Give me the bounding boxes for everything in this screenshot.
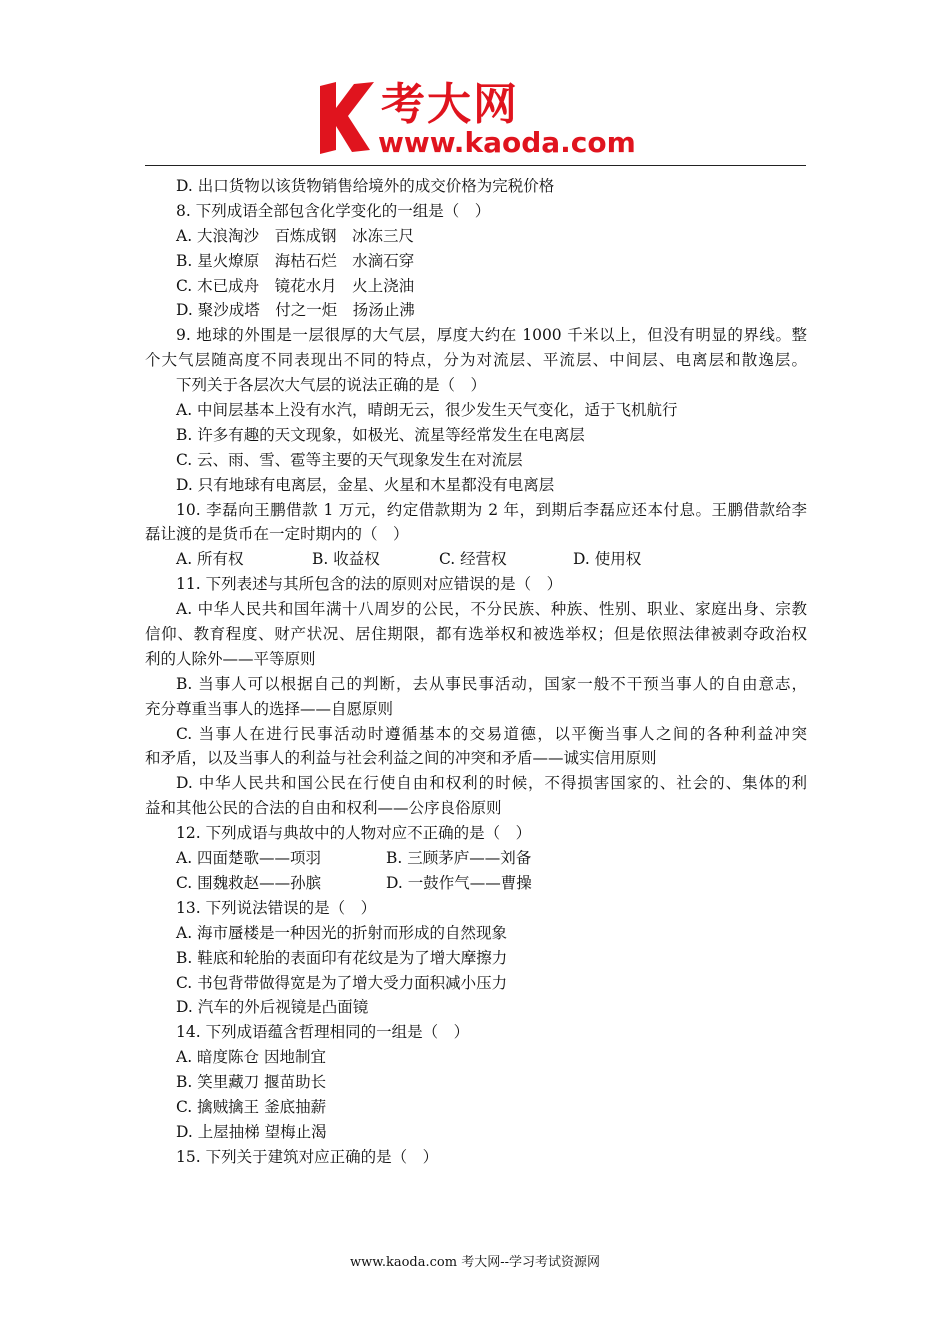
question-9: 9. 地球的外围是一层很厚的大气层，厚度大约在 1000 千米以上，但没有明显的界线。整 — [176, 326, 807, 345]
question-10-cont: 磊让渡的是货币在一定时期内的（ ） — [145, 525, 409, 544]
option-line: C. 书包背带做得宽是为了增大受力面积减小压力 — [176, 973, 508, 992]
option-line-cont: 益和其他公民的合法的自由和权利——公序良俗原则 — [145, 799, 502, 818]
logo-url-text: www.kaoda.com — [378, 126, 636, 159]
option-b: B. 三顾茅庐——刘备 — [386, 849, 532, 868]
question-11: 11. 下列表述与其所包含的法的原则对应错误的是（ ） — [176, 575, 563, 594]
option-line: B. 许多有趣的天文现象，如极光、流星等经常发生在电离层 — [176, 425, 585, 444]
option-line: D. 汽车的外后视镜是凸面镜 — [176, 998, 369, 1017]
logo-chinese-text: 考大网 — [381, 79, 519, 130]
exam-content — [145, 174, 807, 1170]
option-line: A. 暗度陈仓 因地制宜 — [176, 1048, 326, 1067]
option-line: D. 上屋抽梯 望梅止渴 — [176, 1122, 327, 1141]
question-12-options-row — [145, 871, 807, 896]
option-line: A. 大浪淘沙 百炼成钢 冰冻三尺 — [176, 226, 415, 245]
option-c: C. 围魏救赵——孙膑 — [176, 873, 322, 892]
option-a: A. 四面楚歌——项羽 — [176, 849, 322, 868]
question-15: 15. 下列关于建筑对应正确的是（ ） — [176, 1147, 439, 1166]
header-divider — [145, 165, 806, 166]
question-12-options-row — [145, 846, 807, 871]
option-line: D. 聚沙成塔 付之一炬 扬汤止沸 — [176, 301, 415, 320]
question-10: 10. 李磊向王鹏借款 1 万元，约定借款期为 2 年，到期后李磊应还本付息。王鹏借款给李 — [176, 500, 807, 519]
option-line: A. 中间层基本上没有水汽，晴朗无云，很少发生天气变化，适于飞机航行 — [176, 401, 678, 420]
option-c: C. 经营权 — [439, 550, 507, 569]
option-line: B. 笑里藏刀 揠苗助长 — [176, 1073, 327, 1092]
option-line: B. 星火燎原 海枯石烂 水滴石穿 — [176, 251, 415, 270]
question-13: 13. 下列说法错误的是（ ） — [176, 898, 377, 917]
option-line-cont: 利的人除外——平等原则 — [145, 649, 316, 668]
option-line: C. 当事人在进行民事活动时遵循基本的交易道德，以平衡当事人之间的各种利益冲突 — [176, 724, 807, 743]
question-9-cont: 个大气层随高度不同表现出不同的特点，分为对流层、平流层、中间层、电离层和散逸层。 — [145, 351, 807, 370]
option-line-cont: 充分尊重当事人的选择——自愿原则 — [145, 699, 394, 718]
option-a: A. 所有权 — [176, 550, 244, 569]
option-line-cont: 和矛盾，以及当事人的利益与社会利益之间的冲突和矛盾——诚实信用原则 — [145, 749, 657, 768]
option-line: C. 擒贼擒王 釜底抽薪 — [176, 1097, 327, 1116]
k-logo-icon — [318, 78, 380, 158]
option-line: B. 当事人可以根据自己的判断，去从事民事活动，国家一般不干预当事人的自由意志， — [176, 674, 807, 693]
option-line: C. 木已成舟 镜花水月 火上浇油 — [176, 276, 415, 295]
option-line-cont: 信仰、教育程度、财产状况、居住期限，都有选举权和被选举权；但是依照法律被剥夺政治权 — [145, 625, 807, 644]
question-12: 12. 下列成语与典故中的人物对应不正确的是（ ） — [176, 824, 532, 843]
question-14: 14. 下列成语蕴含哲理相同的一组是（ ） — [176, 1023, 470, 1042]
question-10-options — [145, 547, 807, 572]
page-footer[interactable]: www.kaoda.com 考大网--学习考试资源网 — [350, 1255, 600, 1270]
question-8: 8. 下列成语全部包含化学变化的一组是（ ） — [176, 201, 491, 220]
question-9-prompt: 下列关于各层次大气层的说法正确的是（ ） — [176, 376, 487, 395]
option-d: D. 使用权 — [573, 550, 642, 569]
option-line: C. 云、雨、雪、雹等主要的天气现象发生在对流层 — [176, 450, 523, 469]
option-line: B. 鞋底和轮胎的表面印有花纹是为了增大摩擦力 — [176, 948, 508, 967]
option-line: A. 中华人民共和国年满十八周岁的公民，不分民族、种族、性别、职业、家庭出身、宗教 — [176, 600, 807, 619]
answer-line: D. 出口货物以该货物销售给境外的成交价格为完税价格 — [176, 177, 555, 195]
kaoda-logo[interactable] — [318, 78, 648, 162]
option-d: D. 一鼓作气——曹操 — [386, 873, 532, 892]
option-line: D. 只有地球有电离层，金星、火星和木星都没有电离层 — [176, 475, 555, 494]
option-b: B. 收益权 — [312, 550, 380, 569]
option-line: A. 海市蜃楼是一种因光的折射而形成的自然现象 — [176, 923, 508, 942]
option-line: D. 中华人民共和国公民在行使自由和权利的时候，不得损害国家的、社会的、集体的利 — [176, 774, 807, 793]
